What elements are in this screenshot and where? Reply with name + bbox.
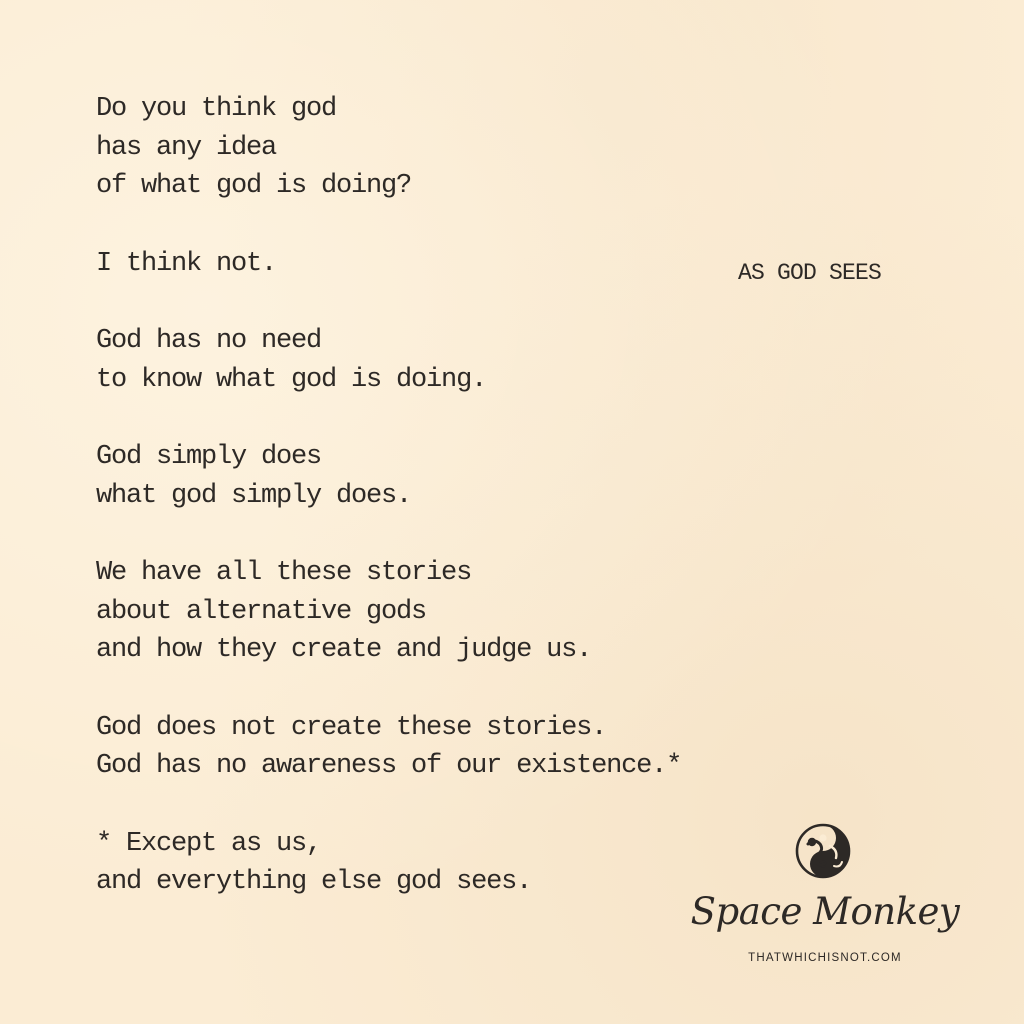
monkey-yin-yang-icon xyxy=(794,822,852,880)
poem-line: and everything else god sees. xyxy=(96,867,532,897)
poem-line: * Except as us, xyxy=(96,828,322,859)
stanza xyxy=(96,438,736,515)
poem-line: to know what god is doing. xyxy=(96,364,487,395)
poem-line: God has no awareness of our existence.* xyxy=(96,751,682,781)
stanza-footnote xyxy=(96,825,736,902)
poem-title: AS GOD SEES xyxy=(738,260,882,286)
brand-name: Space Monkey xyxy=(690,890,960,933)
poem-line: of what god is doing? xyxy=(96,171,412,201)
poem-line: has any idea xyxy=(96,132,277,163)
brand-tagline: THATWHICHISNOT.COM xyxy=(748,952,902,964)
poem-line: what god simply does. xyxy=(96,480,412,511)
poem xyxy=(96,90,736,941)
stanza xyxy=(96,554,736,670)
poem-line: We have all these stories xyxy=(96,558,472,588)
stanza xyxy=(96,90,736,206)
poem-line: God has no need xyxy=(96,326,322,356)
poem-line: God does not create these stories. xyxy=(96,712,607,743)
poem-line: Do you think god xyxy=(96,94,337,124)
poem-line: I think not. xyxy=(96,248,277,279)
stanza xyxy=(96,709,736,786)
space-monkey-logo xyxy=(690,818,960,978)
poem-line: God simply does xyxy=(96,442,322,472)
poem-line: and how they create and judge us. xyxy=(96,635,592,665)
poem-line: about alternative gods xyxy=(96,596,427,627)
stanza xyxy=(96,322,736,399)
stanza xyxy=(96,245,736,284)
